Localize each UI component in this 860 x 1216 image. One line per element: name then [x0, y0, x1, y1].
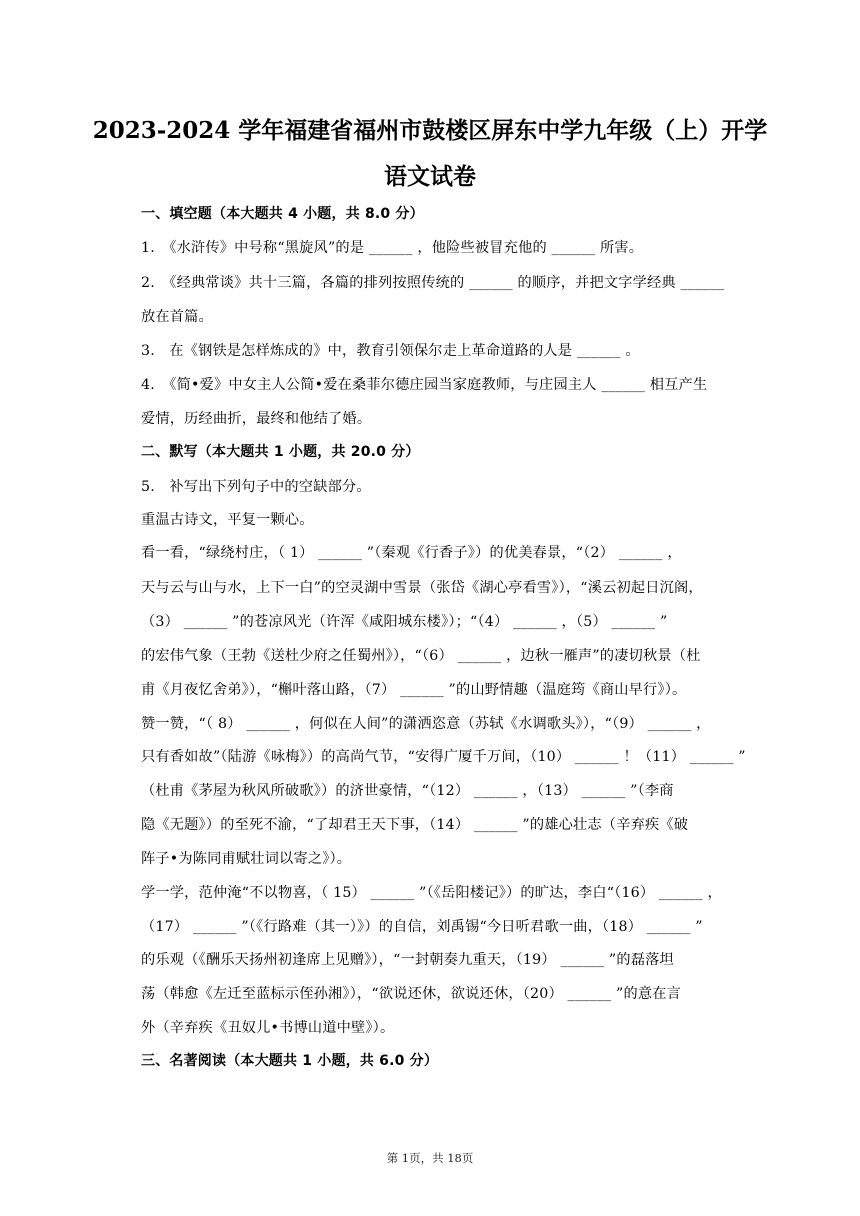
text-line: 3. 在《钢铁是怎样炼成的》中，教育引领保尔走上革命道路的人是 ______ 。 [141, 343, 640, 359]
text-line: 隐《无题》）的至死不渝，“了却君王天下事，（14） ______ ”的雄心壮志（辛弃疾《破 [141, 817, 689, 833]
text-line: 2. 《经典常谈》共十三篇，各篇的排列按照传统的 ______ 的顺序，并把文字学经典 ______ [141, 275, 725, 291]
text-line: 看一看，“绿绕村庄，（ 1） ______ ”（秦观《行香子》）的优美春景，“（2） ______ ， [141, 545, 682, 561]
text-line: 5. 补写出下列句子中的空缺部分。 [141, 479, 371, 495]
section-heading: 三、名著阅读（本大题共 1 小题，共 6.0 分） [141, 1053, 439, 1069]
section-heading: 一、填空题（本大题共 4 小题，共 8.0 分） [141, 206, 424, 222]
text-line: 爱情，历经曲折，最终和他结了婚。 [141, 411, 372, 427]
text-line: 重温古诗文，平复一颗心。 [141, 512, 314, 528]
text-line: （杜甫《茅屋为秋风所破歌》）的济世豪情，“（12） ______ ，（13） ______ ”（李商 [141, 783, 674, 799]
text-line: 学一学，范仲淹“不以物喜，（ 15） ______ ”（《岳阳楼记》）的旷达，李白“（16） ______ ， [141, 885, 722, 901]
section-heading: 二、默写（本大题共 1 小题，共 20.0 分） [141, 444, 420, 460]
text-line: 只有香如故”（陆游《咏梅》）的高尚气节，“安得广厦千万间，（10） ______ ！（11） ______ ” [141, 749, 746, 765]
text-line: （17） ______ ”（《行路难（其一）》）的自信，刘禹锡“今日听君歌一曲，（18） ______ ” [141, 919, 703, 935]
text-line: 4. 《简•爱》中女主人公简•爱在桑菲尔德庄园当家庭教师，与庄园主人 ______ 相互产生 [141, 377, 708, 393]
text-line: （3） ______ ”的苍凉风光（许浑《咸阳城东楼》）；“（4） ______ ，（5） ______ ” [141, 614, 668, 630]
text-line: 放在首篇。 [141, 309, 213, 325]
text-line: 赞一赞，“（ 8） ______ ，何似在人间”的潇洒恣意（苏轼《水调歌头》），“（9） ______ ， [141, 716, 711, 732]
text-line: 阵子•为陈同甫赋壮词以寄之》）。 [141, 851, 352, 867]
text-line: 外（辛弃疾《丑奴儿•书博山道中壁》）。 [141, 1020, 395, 1036]
text-line: 甫《月夜忆舍弟》），“槲叶落山路，（7） ______ ”的山野情趣（温庭筠《商山早行》）。 [141, 682, 687, 698]
page-footer: 第 1页，共 18页 [386, 1151, 474, 1165]
text-line: 荡（韩愈《左迁至蓝标示侄孙湘》），“欲说还休，欲说还休，（20） ______ ”的意在言 [141, 986, 682, 1002]
text-line: 的宏伟气象（王勃《送杜少府之任蜀州》），“（6） ______ ，边秋一雁声”的凄切秋景（杜 [141, 648, 701, 664]
exam-title-line-2: 语文试卷 [384, 163, 476, 190]
text-line: 的乐观（《酬乐天扬州初逢席上见赠》），“一封朝奏九重天，（19） ______ ”的磊落坦 [141, 952, 674, 968]
text-line: 1. 《水浒传》中号称“黑旋风”的是 ______ ，他险些被冒充他的 ______ 所害。 [141, 240, 644, 256]
exam-title-line-1: 2023-2024 学年福建省福州市鼓楼区屏东中学九年级（上）开学 [92, 117, 768, 144]
text-line: 天与云与山与水，上下一白”的空灵湖中雪景（张岱《湖心亭看雪》），“溪云初起日沉阁， [141, 580, 703, 596]
